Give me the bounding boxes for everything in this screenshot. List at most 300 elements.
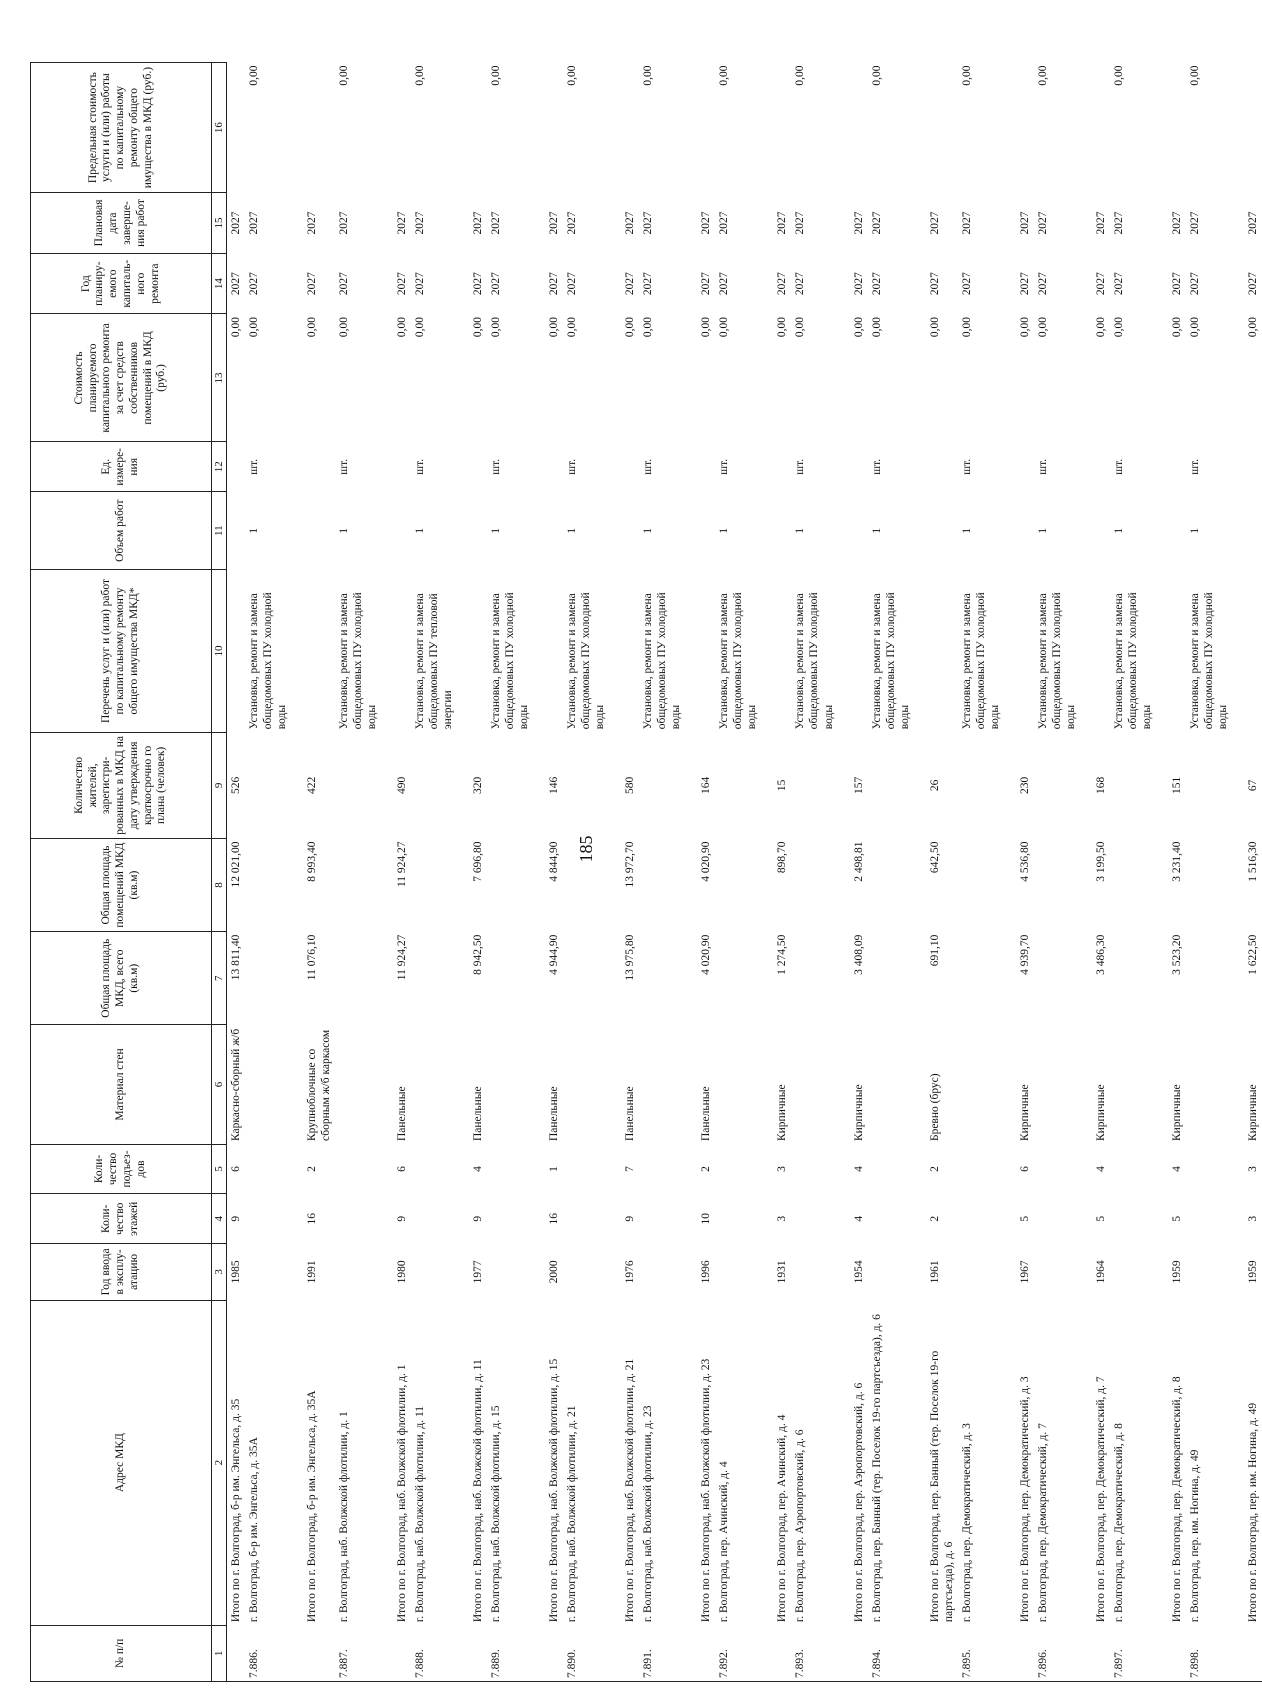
cell-no: 7.889. (490, 1649, 503, 1678)
cell-volume (545, 492, 563, 570)
cell-material: Панельные (700, 1086, 713, 1142)
cell-residents (715, 732, 773, 838)
cell-area-premises: 8 993,40 (306, 841, 319, 882)
cell-year (335, 1244, 393, 1300)
cell-no (926, 1625, 958, 1681)
cell-address: г. Волгоград, пер. Аэропортовский, д. 6 (794, 1429, 807, 1623)
column-number: 4 (212, 1194, 227, 1244)
cell-end-date: 2027 (396, 211, 409, 235)
cell-floors (639, 1194, 697, 1244)
cell-volume: 1 (1036, 527, 1049, 534)
table-row-item (1186, 63, 1244, 1682)
cell-entrances (639, 1144, 697, 1194)
cell-area-premises: 4 020,90 (700, 841, 713, 882)
cell-no (773, 1625, 791, 1681)
cell-end-date: 2027 (642, 211, 655, 235)
cell-area-total: 3 523,20 (1170, 934, 1183, 975)
cell-end-date: 2027 (870, 211, 883, 235)
header-cell: Предельная стоимость услуги и (или) работы по капитальному ремонту общего имущества в МКД (руб.) (31, 63, 212, 193)
cell-entrances: 4 (852, 1166, 865, 1172)
cell-no: 7.890. (566, 1649, 579, 1678)
cell-entrances (1110, 1144, 1168, 1194)
cell-area-premises: 3 231,40 (1170, 841, 1183, 882)
page-number: 185 (576, 835, 596, 863)
cell-cost: 0,00 (1018, 317, 1031, 338)
cell-area-total: 11 924,27 (396, 934, 409, 981)
cell-area-premises (1110, 838, 1168, 931)
cell-cost: 0,00 (718, 317, 731, 338)
table-row-total (227, 63, 246, 1682)
header-row (31, 63, 212, 1682)
cell-year: 1985 (230, 1260, 242, 1284)
cell-residents: 151 (1170, 776, 1183, 794)
column-number: 10 (212, 570, 227, 733)
cell-residents (1186, 732, 1244, 838)
cell-address: г. Волгоград, пер. Демократический, д. 8 (1112, 1423, 1125, 1623)
cell-area-total (411, 932, 469, 1025)
cell-plan-year: 2027 (870, 272, 883, 296)
cell-volume (926, 492, 958, 570)
cell-work (621, 570, 639, 733)
cell-area-total: 691,10 (928, 934, 941, 967)
cell-no (1016, 1625, 1034, 1681)
table-row-total (850, 63, 868, 1682)
cell-area-total: 13 975,80 (624, 934, 637, 981)
cell-plan-year: 2027 (248, 272, 261, 296)
cell-residents (958, 732, 1016, 838)
cell-no: 7.886. (248, 1649, 261, 1678)
cell-area-premises: 1 516,30 (1246, 841, 1259, 882)
cell-floors: 9 (396, 1215, 409, 1222)
cell-cost: 0,00 (1112, 317, 1125, 338)
cell-material: Панельные (624, 1086, 637, 1142)
cell-limit-cost (1016, 63, 1034, 193)
cell-floors (335, 1194, 393, 1244)
cell-limit-cost: 0,00 (566, 65, 579, 86)
cell-floors: 4 (852, 1215, 865, 1222)
cell-material: Кирпичные (1094, 1084, 1107, 1142)
cell-work: Установка, ремонт и замена общедомовых ПУ холодной воды (490, 592, 531, 730)
cell-entrances (791, 1144, 849, 1194)
cell-plan-year: 2027 (1188, 272, 1201, 296)
cell-entrances (715, 1144, 773, 1194)
column-number: 9 (212, 732, 227, 838)
cell-material: Бревно (брус) (928, 1073, 941, 1142)
cell-floors (1186, 1194, 1244, 1244)
cell-residents (563, 732, 621, 838)
cell-end-date: 2027 (248, 211, 261, 235)
cell-material (563, 1025, 621, 1144)
cell-address: Итого по г. Волгоград, наб. Волжской флотилии, д. 21 (624, 1358, 637, 1623)
cell-residents: 320 (472, 776, 485, 794)
cell-year: 2000 (548, 1260, 561, 1284)
cell-work (393, 570, 411, 733)
cell-unit (850, 442, 868, 492)
cell-unit (697, 442, 715, 492)
cell-unit (1168, 442, 1186, 492)
table-row-item (245, 63, 303, 1682)
cell-no: 7.896. (1036, 1649, 1049, 1678)
cell-year (487, 1244, 545, 1300)
cell-work (1244, 570, 1262, 733)
cell-end-date: 2027 (928, 211, 941, 235)
cell-address: г. Волгоград, пер. Банный (тер. Поселок 19-го партсъезда), д. 6 (870, 1314, 883, 1623)
cell-area-total: 4 020,90 (700, 934, 713, 975)
cell-floors: 5 (1018, 1215, 1031, 1222)
cell-plan-year: 2027 (794, 272, 807, 296)
cell-area-total (715, 932, 773, 1025)
cell-work: Установка, ремонт и замена общедомовых ПУ холодной воды (794, 592, 835, 730)
cell-area-premises: 3 199,50 (1094, 841, 1107, 882)
cell-area-premises (245, 838, 303, 931)
cell-year (715, 1244, 773, 1300)
cell-year: 1976 (624, 1260, 637, 1284)
cell-volume: 1 (490, 527, 503, 534)
cell-year: 1977 (472, 1260, 485, 1284)
cell-end-date: 2027 (852, 211, 865, 235)
cell-year (639, 1244, 697, 1300)
cell-end-date: 2027 (230, 211, 242, 235)
cell-work (850, 570, 868, 733)
cell-work (697, 570, 715, 733)
cell-area-total: 1 622,50 (1246, 934, 1259, 975)
cell-plan-year: 2027 (230, 272, 242, 296)
cell-floors: 9 (472, 1215, 485, 1222)
table-body (227, 63, 1262, 1682)
cell-limit-cost: 0,00 (718, 65, 731, 86)
cell-end-date: 2027 (1246, 211, 1259, 235)
cell-no (393, 1625, 411, 1681)
cell-cost: 0,00 (490, 317, 503, 338)
cell-limit-cost (621, 63, 639, 193)
cell-cost: 0,00 (472, 317, 485, 338)
cell-residents (245, 732, 303, 838)
cell-unit (1092, 442, 1110, 492)
cell-address: Итого по г. Волгоград, пер. Ачинский, д. 4 (776, 1414, 789, 1623)
header-cell: Ед. измере-ния (31, 442, 212, 492)
cell-floors: 5 (1094, 1215, 1107, 1222)
cell-unit: шт. (490, 458, 503, 475)
header-cell: Год ввода в эксплу-атацию (31, 1244, 212, 1300)
cell-address: Итого по г. Волгоград, пер. Аэропортовский, д. 6 (852, 1382, 865, 1623)
cell-material (715, 1025, 773, 1144)
cell-material: Кирпичные (1246, 1084, 1259, 1142)
cell-work: Установка, ремонт и замена общедомовых ПУ холодной воды (642, 592, 683, 730)
cell-residents (335, 732, 393, 838)
cell-unit (621, 442, 639, 492)
cell-plan-year: 2027 (566, 272, 579, 296)
column-number: 5 (212, 1144, 227, 1194)
table-row-total (469, 63, 487, 1682)
cell-plan-year: 2027 (1170, 272, 1183, 296)
cell-end-date: 2027 (338, 211, 351, 235)
cell-entrances (335, 1144, 393, 1194)
cell-end-date: 2027 (700, 211, 713, 235)
cell-area-total: 4 939,70 (1018, 934, 1031, 975)
cell-residents: 526 (230, 776, 242, 794)
cell-residents: 422 (306, 776, 319, 794)
cell-cost: 0,00 (338, 317, 351, 338)
cell-plan-year: 2027 (396, 272, 409, 296)
cell-residents: 15 (776, 779, 789, 792)
cell-unit (1016, 442, 1034, 492)
column-number: 12 (212, 442, 227, 492)
cell-floors (715, 1194, 773, 1244)
cell-cost: 0,00 (928, 317, 941, 338)
cell-area-premises (411, 838, 469, 931)
cell-work (1092, 570, 1110, 733)
cell-floors (791, 1194, 849, 1244)
cell-area-premises: 12 021,00 (230, 841, 242, 888)
cell-end-date: 2027 (414, 211, 427, 235)
cell-end-date: 2027 (1094, 211, 1107, 235)
cell-address: г. Волгоград, пер. Демократический, д. 7 (1036, 1423, 1049, 1623)
cell-year (245, 1244, 303, 1300)
cell-no: 7.895. (960, 1649, 973, 1678)
cell-material (411, 1025, 469, 1144)
cell-residents (868, 732, 926, 838)
cell-area-total (868, 932, 926, 1025)
cell-plan-year: 2027 (1112, 272, 1125, 296)
cell-cost: 0,00 (1094, 317, 1107, 338)
column-number: 13 (212, 314, 227, 442)
cell-area-total: 3 486,30 (1094, 934, 1107, 975)
cell-area-total: 4 944,90 (548, 934, 561, 975)
cell-entrances (1034, 1144, 1092, 1194)
rotated-table-container (30, 62, 1259, 1682)
cell-material: Кирпичные (776, 1084, 789, 1142)
cell-volume: 1 (1112, 527, 1125, 534)
table-row-item (1110, 63, 1168, 1682)
cell-entrances: 1 (548, 1166, 561, 1172)
cell-volume: 1 (642, 527, 655, 534)
cell-entrances: 6 (230, 1166, 242, 1172)
cell-residents: 146 (548, 776, 561, 794)
cell-unit: шт. (642, 458, 655, 475)
cell-unit: шт. (414, 458, 427, 475)
cell-cost: 0,00 (1170, 317, 1183, 338)
cell-volume (303, 492, 335, 570)
cell-residents: 157 (852, 776, 865, 794)
cell-entrances (1186, 1144, 1244, 1194)
cell-plan-year: 2027 (1036, 272, 1049, 296)
cell-year (411, 1244, 469, 1300)
cell-volume (697, 492, 715, 570)
cell-area-premises: 4 536,80 (1018, 841, 1031, 882)
cell-end-date: 2027 (776, 211, 789, 235)
cell-limit-cost (227, 63, 246, 193)
cell-area-premises: 2 498,81 (852, 841, 865, 882)
cell-no (227, 1625, 246, 1681)
cell-no: 7.888. (414, 1649, 427, 1678)
table-row-total (926, 63, 958, 1682)
cell-limit-cost (926, 63, 958, 193)
cell-limit-cost: 0,00 (642, 65, 655, 86)
cell-address: Итого по г. Волгоград, пер. Демократический, д. 8 (1170, 1376, 1183, 1623)
cell-plan-year: 2027 (338, 272, 351, 296)
cell-area-premises (1186, 838, 1244, 931)
column-number: 2 (212, 1300, 227, 1625)
cell-end-date: 2027 (1036, 211, 1049, 235)
cell-address: г. Волгоград, пер. Демократический, д. 3 (960, 1423, 973, 1623)
cell-floors (958, 1194, 1016, 1244)
cell-entrances (958, 1144, 1016, 1194)
cell-address: Итого по г. Волгоград, наб. Волжской флотилии, д. 1 (396, 1364, 409, 1623)
header-cell: Коли-чество этажей (31, 1194, 212, 1244)
cell-end-date: 2027 (1018, 211, 1031, 235)
cell-volume: 1 (414, 527, 427, 534)
cell-plan-year: 2027 (1018, 272, 1031, 296)
cell-work: Установка, ремонт и замена общедомовых ПУ холодной воды (960, 592, 1001, 730)
cell-area-total (245, 932, 303, 1025)
cell-area-total (563, 932, 621, 1025)
cell-entrances (245, 1144, 303, 1194)
cell-floors: 16 (306, 1213, 319, 1225)
cell-material (639, 1025, 697, 1144)
column-number: 6 (212, 1025, 227, 1144)
cell-residents (487, 732, 545, 838)
cell-residents: 168 (1094, 776, 1107, 794)
cell-unit: шт. (1188, 458, 1201, 475)
table-row-total (1016, 63, 1034, 1682)
cell-limit-cost (393, 63, 411, 193)
cell-limit-cost: 0,00 (870, 65, 883, 86)
cell-volume (1168, 492, 1186, 570)
cell-plan-year: 2027 (548, 272, 561, 296)
cell-no: 7.892. (718, 1649, 731, 1678)
cell-work: Установка, ремонт и замена общедомовых ПУ холодной воды (566, 592, 607, 730)
cell-material (1034, 1025, 1092, 1144)
cell-limit-cost (303, 63, 335, 193)
cell-area-total (1034, 932, 1092, 1025)
cell-volume (469, 492, 487, 570)
cell-volume: 1 (248, 527, 261, 534)
cell-floors: 10 (700, 1213, 713, 1225)
cell-entrances: 7 (624, 1166, 637, 1172)
cell-plan-year: 2027 (776, 272, 789, 296)
cell-plan-year: 2027 (960, 272, 973, 296)
cell-material (791, 1025, 849, 1144)
cell-address: г. Волгоград, пер. им. Ногина, д. 49 (1188, 1449, 1201, 1623)
cell-unit: шт. (1112, 458, 1125, 475)
cell-plan-year: 2027 (852, 272, 865, 296)
cell-work: Установка, ремонт и замена общедомовых ПУ холодной воды (870, 592, 911, 730)
table-row-item (335, 63, 393, 1682)
cell-work (545, 570, 563, 733)
cell-no: 7.891. (642, 1649, 655, 1678)
cell-no: 7.893. (794, 1649, 807, 1678)
column-number: 8 (212, 838, 227, 931)
table-row-item (487, 63, 545, 1682)
cell-end-date: 2027 (1170, 211, 1183, 235)
cell-material: Панельные (472, 1086, 485, 1142)
cell-address: г. Волгоград, наб. Волжской флотилии, д. 1 (338, 1411, 351, 1623)
cell-limit-cost (850, 63, 868, 193)
cell-floors (1110, 1194, 1168, 1244)
cell-year: 1996 (700, 1260, 713, 1284)
cell-work: Установка, ремонт и замена общедомовых ПУ тепловой энергии (414, 593, 455, 730)
cell-volume (227, 492, 246, 570)
cell-volume (1244, 492, 1262, 570)
cell-volume: 1 (1188, 527, 1201, 534)
cell-address: г. Волгоград, пер. Ачинский, д. 4 (718, 1461, 731, 1623)
cell-area-premises: 4 844,90 (548, 841, 561, 882)
cell-area-total: 3 408,09 (852, 934, 865, 975)
cell-area-premises: 898,70 (776, 841, 789, 874)
cell-cost: 0,00 (794, 317, 807, 338)
cell-residents (639, 732, 697, 838)
cell-no (545, 1625, 563, 1681)
cell-entrances: 2 (928, 1166, 941, 1172)
column-number: 1 (212, 1625, 227, 1681)
cell-cost: 0,00 (248, 317, 261, 338)
cell-cost: 0,00 (306, 317, 319, 338)
cell-area-premises: 11 924,27 (396, 841, 409, 888)
column-number: 14 (212, 253, 227, 314)
cell-work (303, 570, 335, 733)
cell-no (621, 1625, 639, 1681)
cell-limit-cost: 0,00 (414, 65, 427, 86)
cell-end-date: 2027 (960, 211, 973, 235)
cell-limit-cost: 0,00 (338, 65, 351, 86)
table-row-item (1034, 63, 1092, 1682)
cell-floors: 3 (1246, 1215, 1259, 1222)
cell-limit-cost: 0,00 (960, 65, 973, 86)
table-row-total (1168, 63, 1186, 1682)
cell-work: Установка, ремонт и замена общедомовых ПУ холодной воды (1036, 592, 1077, 730)
cell-entrances: 2 (306, 1166, 319, 1172)
header-cell: Коли-чество подъез-дов (31, 1144, 212, 1194)
cell-volume (1016, 492, 1034, 570)
cell-year (958, 1244, 1016, 1300)
cell-year: 1954 (852, 1260, 865, 1284)
cell-no (850, 1625, 868, 1681)
cell-work (1016, 570, 1034, 733)
header-cell: Адрес МКД (31, 1300, 212, 1625)
cell-address: г. Волгоград, б-р им. Энгельса, д. 35А (248, 1437, 261, 1623)
cell-year (791, 1244, 849, 1300)
cell-unit: шт. (1036, 458, 1049, 475)
cell-address: г. Волгоград, наб. Волжской флотилии, д. 21 (566, 1405, 579, 1623)
cell-plan-year: 2027 (1094, 272, 1107, 296)
cell-residents (411, 732, 469, 838)
cell-unit (773, 442, 791, 492)
cell-unit: шт. (718, 458, 731, 475)
cell-entrances: 4 (472, 1166, 485, 1172)
cell-year (868, 1244, 926, 1300)
cell-plan-year: 2027 (624, 272, 637, 296)
cell-material: Каркасно-сборный ж/б (230, 1028, 242, 1142)
cell-work (926, 570, 958, 733)
cell-cost: 0,00 (230, 317, 242, 338)
cell-plan-year: 2027 (472, 272, 485, 296)
cell-work (773, 570, 791, 733)
cell-year (563, 1244, 621, 1300)
cell-volume: 1 (338, 527, 351, 534)
cell-cost: 0,00 (414, 317, 427, 338)
cell-cost: 0,00 (1246, 317, 1259, 338)
cell-residents: 26 (928, 779, 941, 792)
cell-address: Итого по г. Волгоград, пер. им. Ногина, д. 49 (1246, 1402, 1259, 1623)
cell-no (697, 1625, 715, 1681)
cell-entrances: 2 (700, 1166, 713, 1172)
cell-volume: 1 (960, 527, 973, 534)
cell-area-premises: 7 696,80 (472, 841, 485, 882)
cell-area-premises: 13 972,70 (624, 841, 637, 888)
cell-residents: 490 (396, 776, 409, 794)
cell-cost: 0,00 (1188, 317, 1201, 338)
cell-no (1244, 1625, 1262, 1681)
